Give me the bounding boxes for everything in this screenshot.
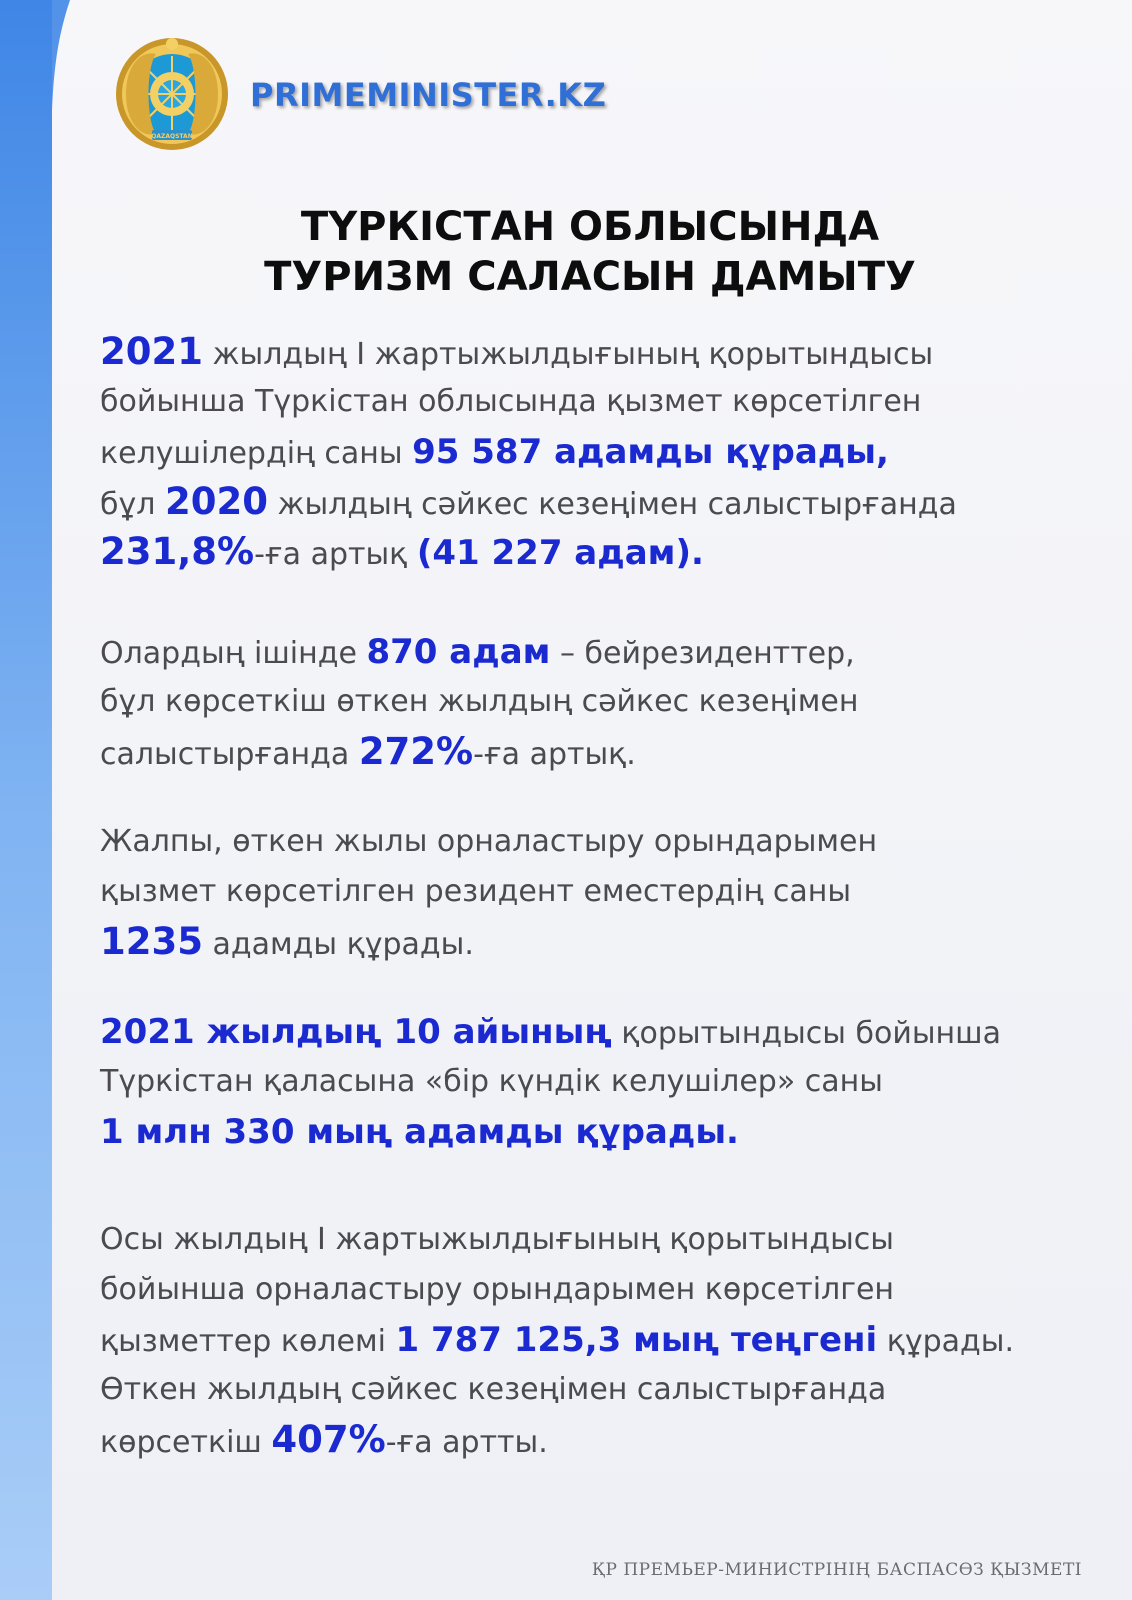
kazakhstan-emblem-icon	[112, 34, 232, 154]
page-title	[150, 200, 1030, 300]
highlight-percent: 272%	[358, 730, 474, 773]
text: Олардың ішінде	[100, 636, 367, 671]
text: көрсеткіш	[100, 1425, 272, 1460]
text: бұл көрсеткіш өткен жылдың сәйкес кезеңімен	[100, 684, 859, 719]
text: құрады.	[877, 1324, 1014, 1359]
text: бойынша Түркістан облысында қызмет көрсетілген	[100, 384, 922, 419]
text: -ға артық.	[473, 737, 636, 772]
text: -ға артық	[254, 537, 417, 572]
text: адамды құрады.	[202, 927, 474, 962]
paragraph-3	[100, 817, 1110, 967]
paragraph-4	[100, 1007, 1110, 1157]
paragraph-5	[100, 1215, 1110, 1465]
text: – бейрезиденттер,	[550, 636, 855, 671]
highlight-percent: 407%	[271, 1418, 386, 1461]
footer-credit: ҚР ПРЕМЬЕР-МИНИСТРІНІҢ БАСПАСӨЗ ҚЫЗМЕТІ	[591, 1560, 1082, 1580]
text: Жалпы, өткен жылы орналастыру орындарымен	[100, 824, 878, 859]
text: қызметтер көлемі	[100, 1324, 396, 1359]
highlight-year: 2020	[164, 480, 268, 523]
svg-text:QAZAQSTAN: QAZAQSTAN	[151, 133, 193, 140]
text: жылдың І жартыжылдығының қорытындысы	[202, 337, 934, 372]
title-line-1: ТҮРКІСТАН ОБЛЫСЫНДА	[300, 204, 880, 250]
highlight-amount: 1 787 125,3 мың теңгені	[395, 1320, 878, 1360]
brand-logo-text: PRIMEMINISTER.KZ	[250, 76, 607, 114]
text: жылдың сәйкес кезеңімен салыстырғанда	[267, 487, 957, 522]
highlight-period: 2021 жылдың 10 айының	[100, 1012, 612, 1052]
highlight-count: 1235	[100, 920, 203, 963]
text: -ға артты.	[385, 1425, 548, 1460]
highlight-count: (41 227 адам).	[416, 533, 704, 573]
text: салыстырғанда	[100, 737, 359, 772]
highlight-count: 870 адам	[366, 632, 551, 672]
text: Түркістан қаласына «бір күндік келушілер» саны	[100, 1064, 883, 1099]
text: бойынша орналастыру орындарымен көрсетілген	[100, 1272, 895, 1307]
text: қызмет көрсетілген резидент еместердің саны	[100, 874, 852, 909]
title-line-2: ТУРИЗМ САЛАСЫН ДАМЫТУ	[264, 254, 916, 300]
text: бұл	[100, 487, 165, 522]
highlight-visitors: 1 млн 330 мың адамды құрады.	[100, 1112, 739, 1152]
text: қорытындысы бойынша	[611, 1016, 1001, 1051]
highlight-visitors: 95 587 адамды құрады,	[412, 432, 889, 472]
highlight-percent: 231,8%	[100, 530, 255, 573]
paragraph-1	[100, 327, 1110, 577]
paragraph-2	[100, 627, 1110, 777]
text: келушілердің саны	[100, 436, 413, 471]
text: Өткен жылдың сәйкес кезеңімен салыстырғанда	[100, 1372, 887, 1407]
text: Осы жылдың І жартыжылдығының қорытындысы	[100, 1222, 894, 1257]
highlight-year: 2021	[100, 330, 203, 373]
